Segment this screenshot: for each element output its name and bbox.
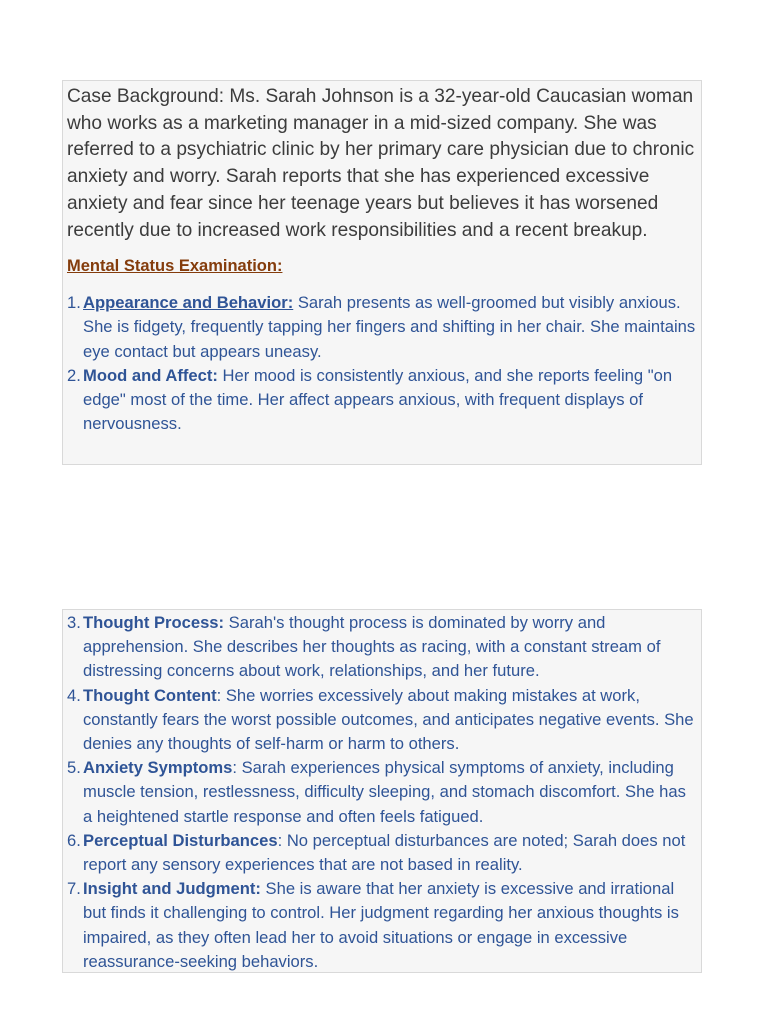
mse-term: Mood and Affect: — [83, 365, 218, 385]
mse-item-thought-process — [67, 611, 697, 684]
mse-heading: Mental Status Examination: — [67, 257, 283, 276]
list-number: 3. — [67, 613, 81, 632]
mse-description: : Sarah experiences physical symptoms of anxiety, including muscle tension, restlessness, difficulty sleeping, and stomach discomfort. She has a heightened startle response and often feels fatigued. — [83, 758, 686, 826]
mse-term: Thought Content — [83, 685, 217, 705]
mse-item-thought-content — [67, 684, 697, 757]
mse-item-insight — [67, 877, 697, 974]
list-number: 4. — [67, 685, 81, 705]
list-number: 2. — [67, 365, 81, 385]
mse-list-part-1 — [67, 291, 701, 436]
list-number: 6. — [67, 830, 81, 850]
mse-item-perceptual — [67, 829, 697, 877]
mse-description: Her mood is consistently anxious, and she reports feeling "on edge" most of the time. Her affect appears anxious, with frequent displays of nervousness. — [83, 365, 673, 434]
list-number: 1. — [67, 293, 81, 313]
mse-item-mood — [67, 364, 697, 437]
mse-description: She is aware that her anxiety is excessive and irrational but finds it challenging to control. Her judgment regarding her anxious thoughts is impaired, as they often lead her to avoid situations or engage in excessive reassurance-seeking behaviors. — [83, 879, 679, 971]
case-background-paragraph: Case Background: Ms. Sarah Johnson is a 32-year-old Caucasian woman who works as a marketing manager in a mid-sized company. She was referred to a psychiatric clinic by her primary care physician due to chronic anxiety and worry. Sarah reports that she has experienced excessive anxiety and fear since her teenage years but believes it has worsened recently due to increased work responsibilities and a recent breakup. — [67, 86, 695, 241]
mse-description: : No perceptual disturbances are noted; Sarah does not report any sensory experiences that are not based in reality. — [83, 830, 686, 875]
mse-term: Perceptual Disturbances — [83, 830, 278, 850]
mse-list-part-2 — [67, 611, 701, 974]
page-section-bottom — [62, 609, 702, 973]
mse-term: Anxiety Symptoms — [83, 758, 233, 778]
mse-description: Sarah's thought process is dominated by worry and apprehension. She describes her thoughts as racing, with a constant stream of distressing concerns about work, relationships, and her future. — [83, 613, 661, 681]
mse-term: Thought Process: — [83, 613, 225, 632]
page-section-top — [62, 80, 702, 465]
mse-term: Insight and Judgment: — [83, 879, 261, 899]
mse-description: Sarah presents as well-groomed but visibly anxious. She is fidgety, frequently tapping her fingers and shifting in her chair. She maintains eye contact but appears uneasy. — [83, 293, 696, 361]
mse-item-appearance — [67, 291, 697, 364]
mse-item-anxiety-symptoms — [67, 756, 697, 829]
mse-term: Appearance and Behavior: — [83, 293, 294, 313]
mse-description: : She worries excessively about making mistakes at work, constantly fears the worst possible outcomes, and anticipates negative events. She denies any thoughts of self-harm or harm to others. — [83, 685, 694, 754]
list-number: 7. — [67, 879, 81, 899]
list-number: 5. — [67, 758, 81, 778]
